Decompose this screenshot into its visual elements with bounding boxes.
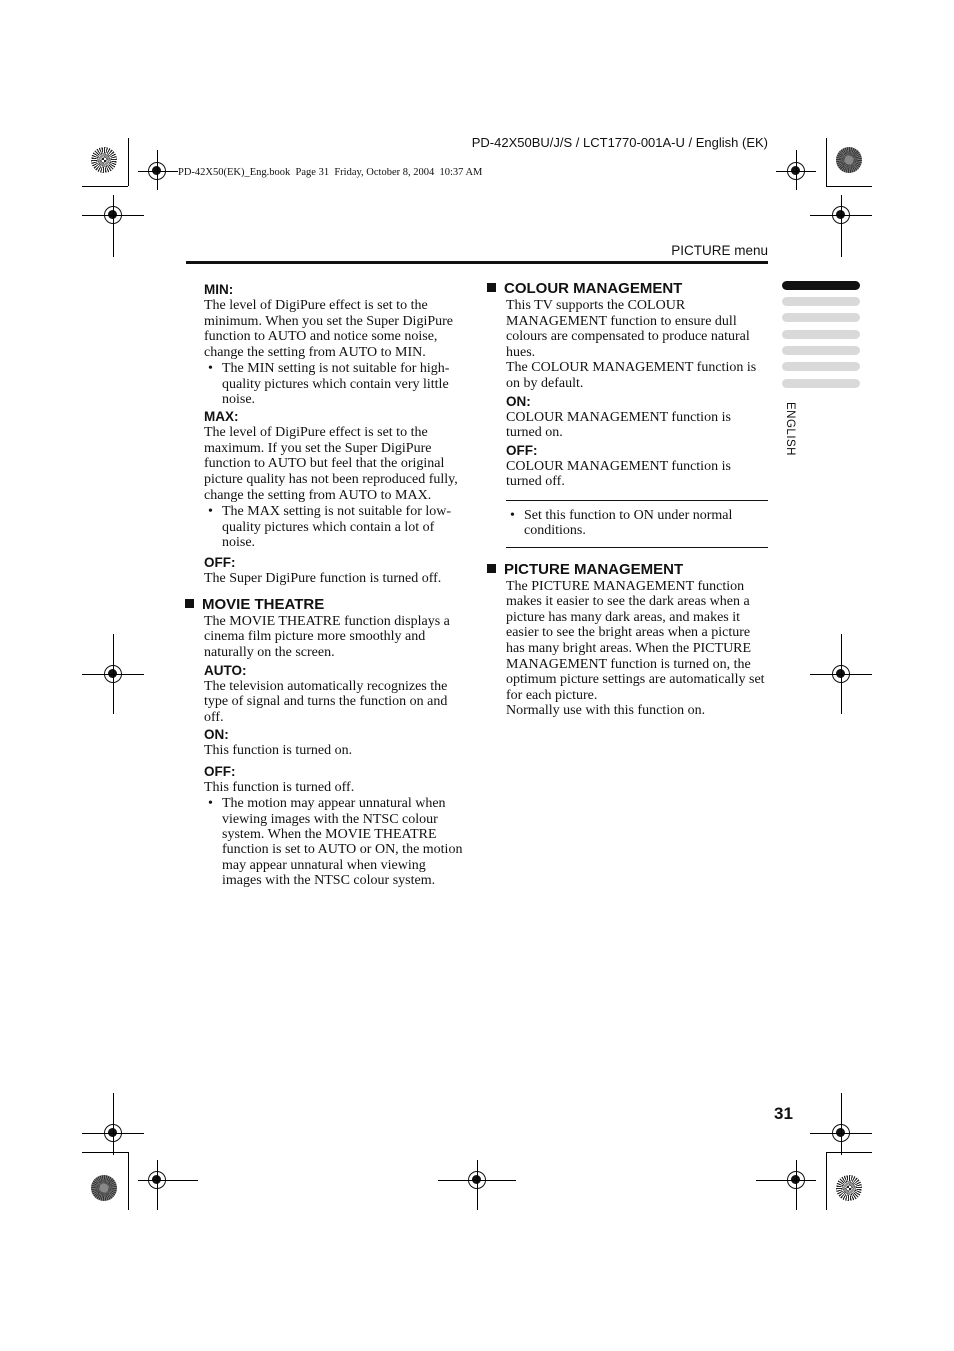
cm-on-label: ON: bbox=[506, 393, 531, 409]
square-bullet-icon bbox=[185, 599, 194, 608]
max-label: MAX: bbox=[204, 409, 239, 425]
min-note: • The MIN setting is not suitable for high-quality pictures which contain very little noise. bbox=[222, 361, 466, 407]
auto-label: AUTO: bbox=[204, 662, 247, 678]
square-bullet-icon bbox=[487, 564, 496, 573]
section-title: PICTURE menu bbox=[671, 243, 768, 258]
cm-off-description: COLOUR MANAGEMENT function is turned off. bbox=[506, 458, 731, 490]
page-number: 31 bbox=[774, 1104, 793, 1123]
on-label: ON: bbox=[204, 727, 229, 743]
colour-management-description: This TV supports the COLOUR MANAGEMENT function to ensure dull colours are compensated to produce natural hues. bbox=[506, 298, 750, 360]
colour-management-note: • Set this function to ON under normal conditions. bbox=[524, 508, 768, 539]
off-label: OFF: bbox=[204, 555, 236, 571]
picture-management-normal-use: Normally use with this function on. bbox=[506, 703, 706, 719]
cm-on-description: COLOUR MANAGEMENT function is turned on. bbox=[506, 409, 731, 441]
min-label: MIN: bbox=[204, 282, 234, 297]
book-info: PD-42X50(EK)_Eng.book Page 31 Friday, October 8, 2004 10:37 AM bbox=[178, 167, 483, 178]
square-bullet-icon bbox=[487, 283, 496, 292]
movie-theatre-note: • The motion may appear unnatural when viewing images with the NTSC colour system. When the MOVIE THEATRE function is set to AUTO or ON, the motion may appear unnatural when viewing images with the NTSC colour system. bbox=[222, 796, 466, 888]
auto-description: The television automatically recognizes the type of signal and turns the function on and off. bbox=[204, 678, 448, 725]
max-description: The level of DigiPure effect is set to the maximum. If you set the Super DigiPure function to AUTO but feel that the original picture quality has not been reproduced fully, change the setting from AUTO to MAX. bbox=[204, 425, 458, 503]
max-note: • The MAX setting is not suitable for low-quality pictures which contain a lot of noise. bbox=[222, 504, 466, 550]
off-description: The Super DigiPure function is turned off. bbox=[204, 571, 442, 587]
colour-management-heading: COLOUR MANAGEMENT bbox=[487, 280, 768, 298]
language-tab-label: ENGLISH bbox=[784, 402, 796, 456]
header-rule bbox=[186, 261, 768, 264]
movie-theatre-description: The MOVIE THEATRE function displays a cinema film picture more smoothly and naturally on the screen. bbox=[204, 613, 450, 660]
min-description: The level of DigiPure effect is set to the minimum. When you set the Super DigiPure function to AUTO and notice some noise, change the setting from AUTO to MIN. bbox=[204, 298, 453, 360]
cm-off-label: OFF: bbox=[506, 442, 538, 458]
off2-description: This function is turned off. bbox=[204, 779, 355, 795]
on-description: This function is turned on. bbox=[204, 743, 353, 759]
picture-management-description: The PICTURE MANAGEMENT function makes it easier to see the dark areas when a picture has many dark areas, and makes it easier to see the bright areas when a picture has many bright areas. When the PICTURE MANAGEMENT function is turned on, the optimum picture settings are automatically set for each picture. bbox=[506, 578, 765, 703]
right-column bbox=[506, 274, 768, 719]
colour-management-default: The COLOUR MANAGEMENT function is on by default. bbox=[506, 360, 757, 391]
left-column bbox=[204, 280, 466, 890]
off2-label: OFF: bbox=[204, 763, 236, 779]
picture-management-heading: PICTURE MANAGEMENT bbox=[487, 561, 768, 579]
note-box bbox=[506, 500, 768, 548]
movie-theatre-heading: MOVIE THEATRE bbox=[185, 596, 466, 614]
model-line: PD-42X50BU/J/S / LCT1770-001A-U / English (EK) bbox=[471, 135, 768, 150]
